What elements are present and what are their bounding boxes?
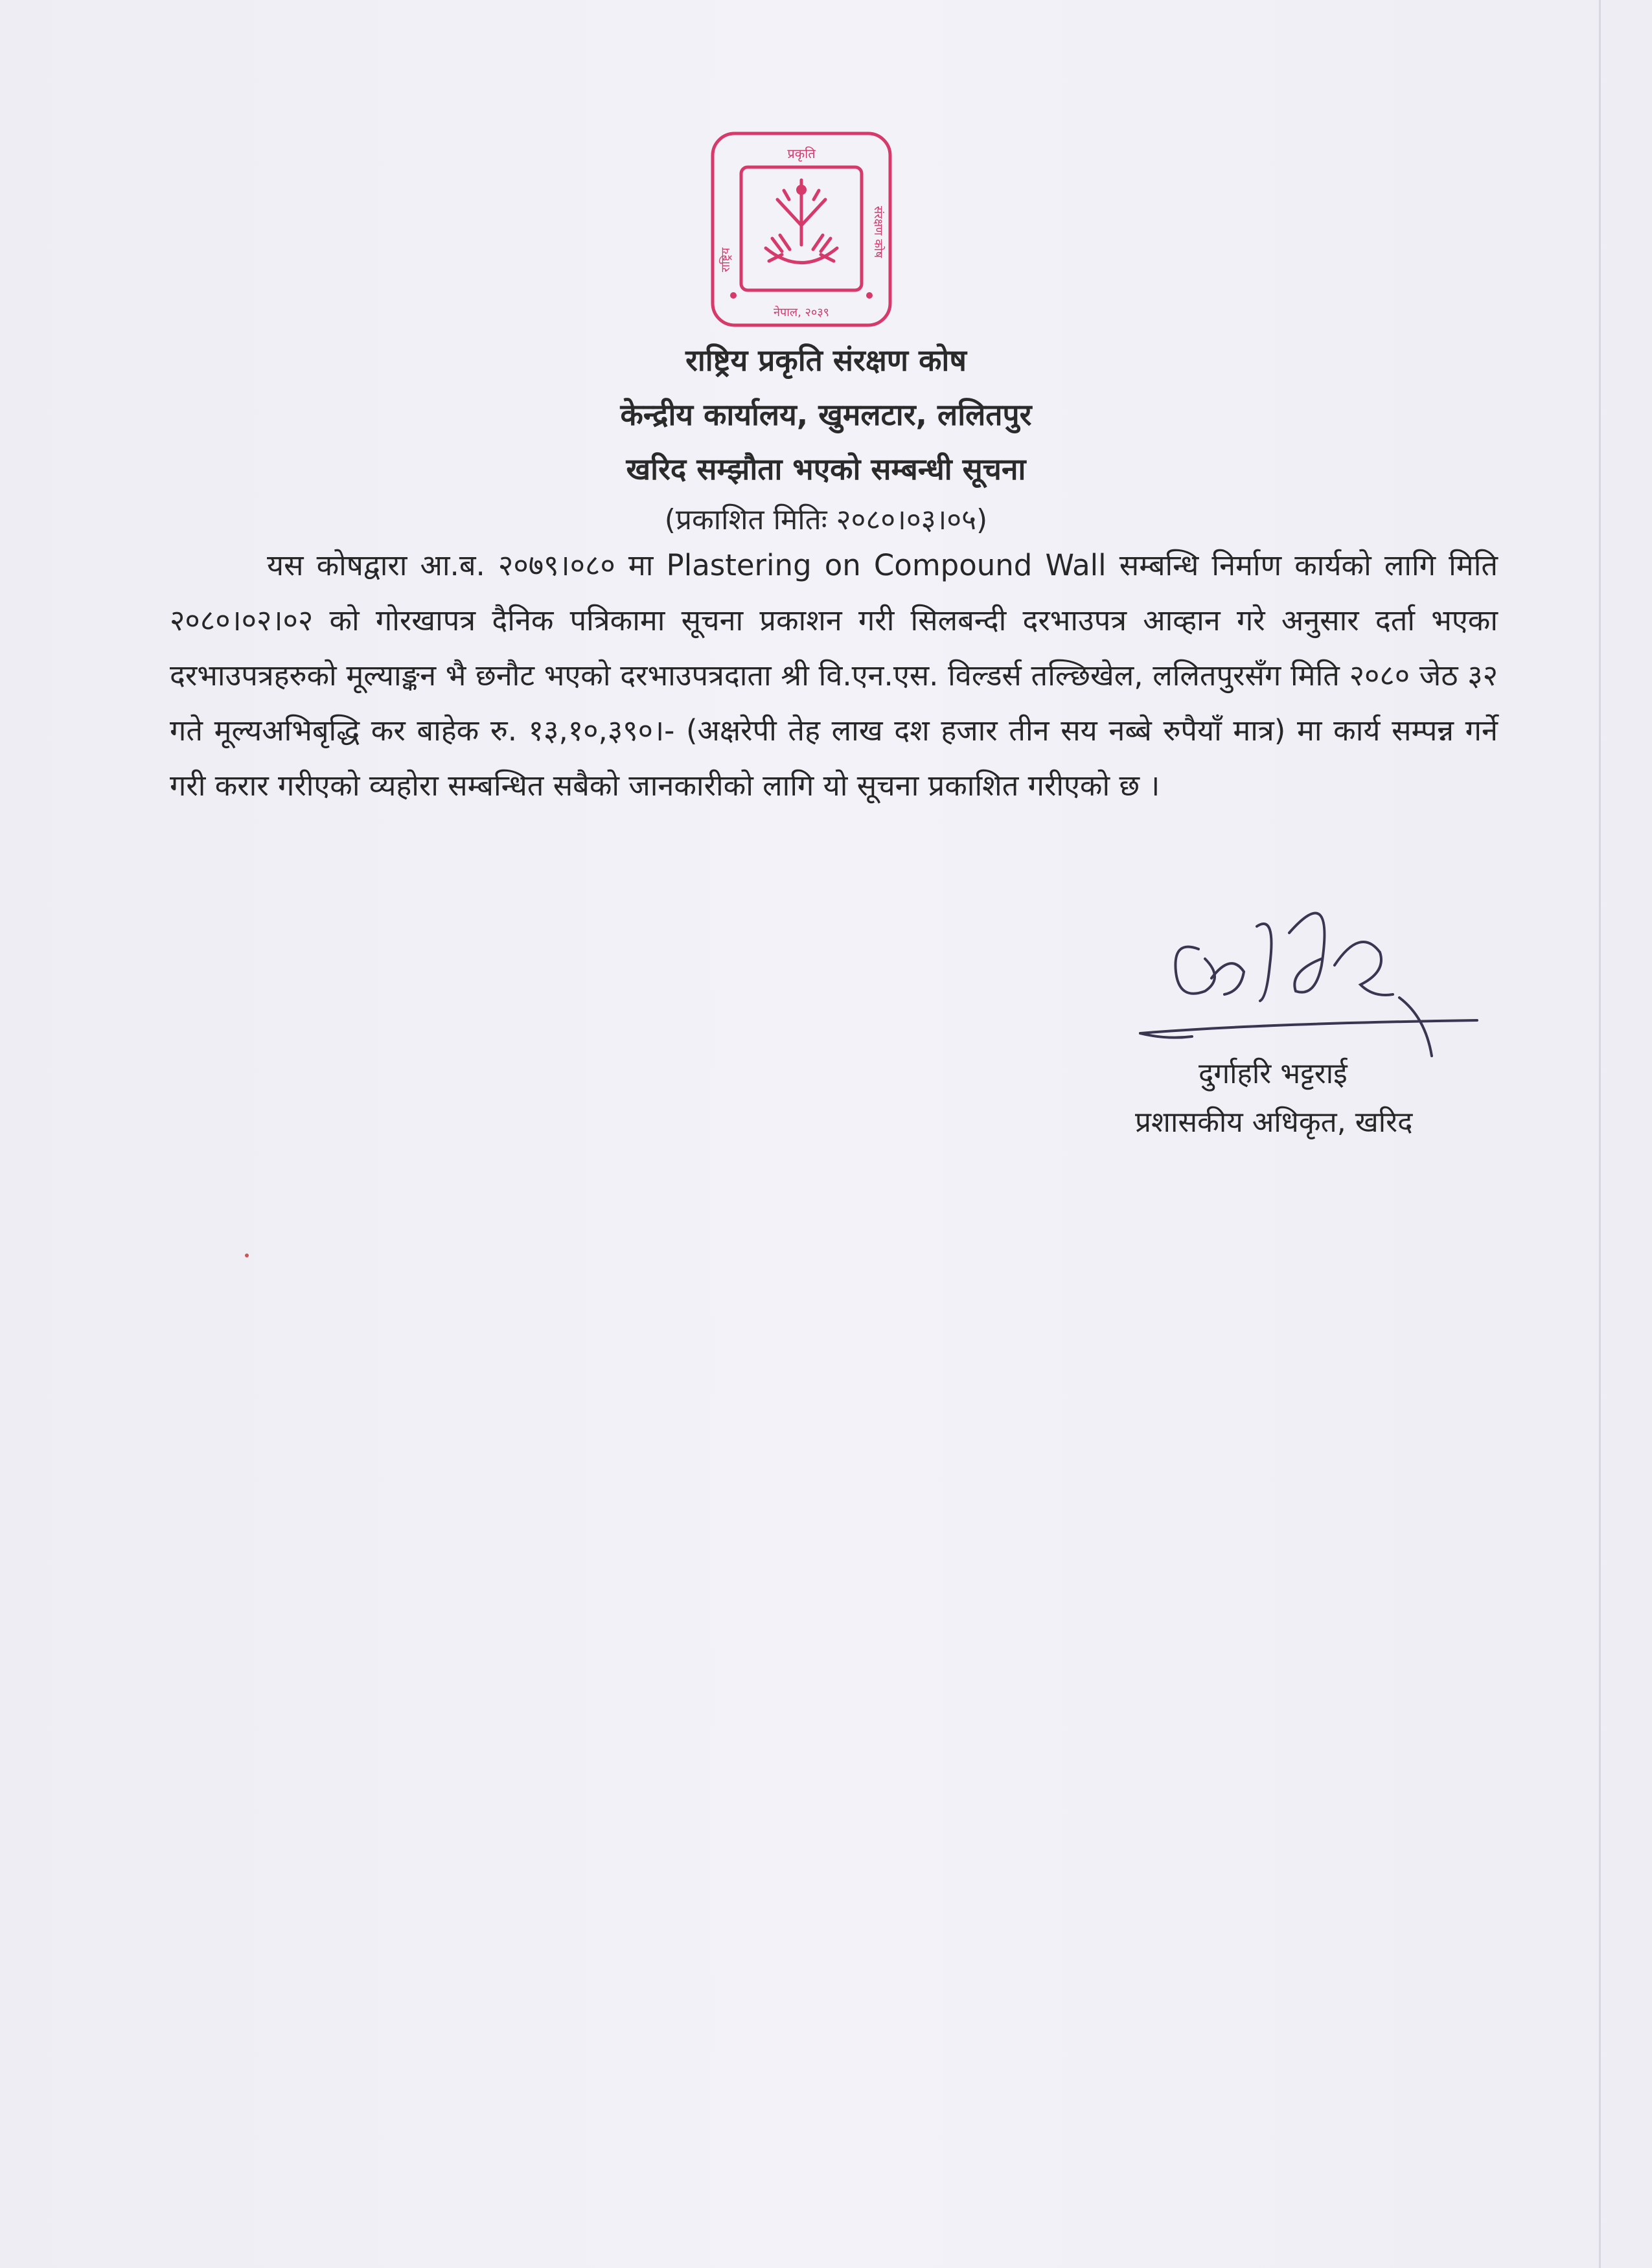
- svg-text:प्रकृति: प्रकृति: [787, 146, 816, 161]
- svg-text:संरक्षण कोष: संरक्षण कोष: [871, 206, 885, 258]
- signatory-title: प्रशासकीय अधिकृत, खरिद: [1135, 1106, 1413, 1139]
- svg-text:नेपाल, २०३९: नेपाल, २०३९: [774, 306, 829, 319]
- office-address: केन्द्रीय कार्यालय, खुमलटार, ललितपुर: [620, 397, 1032, 432]
- scan-edge-divider: [1599, 0, 1601, 2268]
- notice-body: यस कोषद्वारा आ.ब. २०७९।०८० मा Plastering on Compound Wall सम्बन्धि निर्माण कार्यको लागि मिति २०८०।०२।०२ को गोरखापत्र दैनिक पत्रिकामा सूचना प्रकाशन गरी सिलबन्दी दरभाउपत्र आव्हान गरे अनुसार दर्ता भएका दरभाउपत्रहरुको मूल्याङ्कन भै छनौट भएको दरभाउपत्रदाता श्री वि.एन.एस. विल्डर्स तल्छिखेल, ललितपुरसँग मिति २०८० जेठ ३२ गते मूल्यअभिबृद्धि कर बाहेक रु. १३,१०,३९०।- (अक्षरेपी तेह लाख दश हजार तीन सय नब्बे रुपैयाँ मात्र) मा कार्य सम्पन्न गर्ने गरी करार गरीएको व्यहोरा सम्बन्धित सबैको जानकारीको लागि यो सूचना प्रकाशित गरीएको छ ।: [170, 548, 1498, 803]
- organization-name: राष्ट्रिय प्रकृति संरक्षण कोष: [685, 343, 967, 378]
- notice-subject: खरिद सम्झौता भएको सम्बन्धी सूचना: [626, 452, 1026, 487]
- scan-speck: [245, 1254, 249, 1257]
- published-date: (प्रकाशित मितिः २०८०।०३।०५): [664, 503, 988, 536]
- organization-seal-logo: [707, 128, 895, 330]
- signatory-name: दुर्गाहरि भट्टराई: [1199, 1057, 1348, 1090]
- svg-text:राष्ट्रिय: राष्ट्रिय: [719, 247, 733, 272]
